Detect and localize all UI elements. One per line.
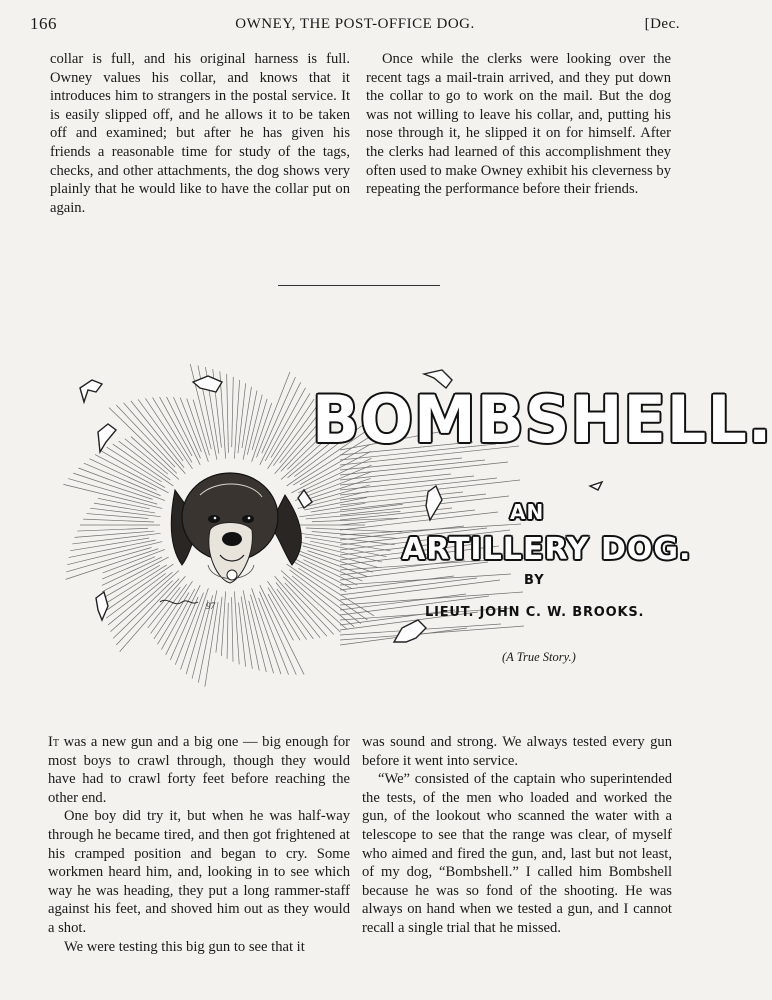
sunburst-ray bbox=[227, 603, 228, 659]
byline-label: BY bbox=[524, 573, 545, 588]
speed-line bbox=[340, 512, 498, 530]
paragraph: collar is full, and his original harness is full. Owney values his collar, and knows that it introduces him to strangers in the postal service. It is easily slipped off, and he allows it to be taken off and examined; but after he has given his friends a reasonable time for study of the tags, checks, and other attachments, the dog shows very plainly that he would like to have the collar put on again. bbox=[50, 51, 350, 216]
bottom-right-column bbox=[362, 733, 672, 938]
sunburst-ray bbox=[242, 387, 251, 448]
story-subtitle: ARTILLERY DOG. bbox=[402, 532, 692, 567]
speed-line bbox=[340, 496, 509, 515]
author-name: LIEUT. JOHN C. W. BROOKS. bbox=[425, 605, 645, 620]
sunburst-ray bbox=[103, 549, 165, 572]
bottom-left-column bbox=[48, 733, 350, 956]
drop-lead: It bbox=[48, 734, 59, 750]
sunburst-ray bbox=[268, 399, 315, 469]
running-month: [Dec. bbox=[644, 16, 680, 32]
section-divider bbox=[278, 285, 440, 286]
story-subtitle-an: AN bbox=[510, 500, 545, 524]
sunburst-ray bbox=[260, 585, 304, 674]
sunburst-ray bbox=[68, 479, 157, 505]
top-left-column bbox=[50, 50, 350, 217]
sunburst-ray bbox=[260, 382, 301, 465]
sunburst-ray bbox=[238, 383, 246, 453]
sunburst-ray bbox=[221, 591, 225, 655]
sunburst-ray bbox=[105, 564, 174, 611]
story-tagline: (A True Story.) bbox=[502, 650, 576, 664]
sunburst-ray bbox=[311, 503, 365, 512]
paragraph: was sound and strong. We always tested every gun before it went into service. bbox=[362, 734, 672, 769]
sunburst-ray bbox=[259, 598, 289, 675]
sunburst-ray bbox=[268, 581, 307, 640]
sunburst-ray bbox=[180, 398, 201, 452]
sunburst-ray bbox=[227, 374, 229, 453]
running-title: OWNEY, THE POST-OFFICE DOG. bbox=[235, 16, 475, 32]
sunburst-ray bbox=[109, 408, 177, 474]
sunburst-ray bbox=[73, 473, 152, 499]
top-right-column bbox=[366, 50, 671, 199]
sunburst-ray bbox=[234, 591, 239, 664]
sunburst-ray bbox=[186, 600, 208, 674]
sunburst-ray bbox=[275, 576, 327, 636]
sunburst-ray bbox=[290, 570, 361, 624]
sunburst-ray bbox=[131, 401, 184, 468]
speed-line bbox=[340, 494, 486, 510]
sunburst-ray bbox=[205, 602, 218, 687]
speed-line bbox=[340, 462, 508, 480]
paragraph bbox=[48, 733, 350, 807]
paragraph-text: was a new gun and a big one — big enough for most boys to crawl through, though they would have had to crawl forty feet before reaching the other end. bbox=[48, 734, 350, 806]
sunburst-ray bbox=[70, 538, 149, 551]
sunburst-ray bbox=[113, 581, 172, 639]
sunburst-ray bbox=[77, 528, 148, 531]
sunburst-ray bbox=[75, 531, 155, 537]
paragraph: We were testing this big gun to see that it bbox=[64, 938, 305, 955]
paragraph: One boy did try it, but when he was half-way through he became tired, and then got frightened at his cramped position and began to cry. Some workmen heard him, and, looking in to see which way he was heading, they put a long rammer-staff against his feet, and shoved him out as they would a shot. bbox=[48, 808, 350, 936]
sunburst-ray bbox=[265, 388, 305, 461]
artist-signature-date: 97 bbox=[206, 601, 215, 611]
sunburst-ray bbox=[283, 577, 340, 633]
sunburst-ray bbox=[63, 484, 162, 508]
sunburst-ray bbox=[84, 463, 161, 495]
story-title: BOMBSHELL. bbox=[312, 381, 772, 458]
sunburst-ray bbox=[116, 405, 175, 467]
sunburst-ray bbox=[232, 377, 234, 447]
sunburst-ray bbox=[170, 597, 198, 660]
sunburst-ray bbox=[247, 395, 262, 455]
sunburst-ray bbox=[83, 519, 154, 522]
sunburst-ray bbox=[120, 576, 186, 651]
sunburst-ray bbox=[119, 441, 171, 480]
sunburst-ray bbox=[239, 602, 246, 666]
speed-line bbox=[340, 580, 500, 600]
sunburst-ray bbox=[216, 597, 222, 653]
sunburst-ray bbox=[148, 587, 181, 628]
sunburst-ray bbox=[67, 542, 162, 565]
page-number: 166 bbox=[30, 14, 57, 33]
paragraph: Once while the clerks were looking over the recent tags a mail-train arrived, and they put down the collar to go to work on the mail. But the dog was not willing to leave his collar, and, putting his nose through it, he slipped it on for himself. After the clerks had learned of this accomplishment they often used to make Owney exhibit his cleverness by repeating the performance before their friends. bbox=[366, 51, 671, 198]
sunburst-ray bbox=[281, 571, 347, 630]
speed-line bbox=[340, 474, 451, 485]
sunburst-ray bbox=[307, 551, 372, 573]
speed-line bbox=[340, 460, 485, 475]
sunburst-ray bbox=[145, 398, 192, 469]
sunburst-ray bbox=[232, 597, 233, 662]
paragraph: “We” consisted of the captain who superintended the tests, of the men who loaded and worked the gun, of the lookout who scanned the water with a telescope to see that the range was clear, of myself who aimed and fired the gun, and, last but not least, of my dog, “Bombshell.” I called him Bombshell because he was so fond of the shooting. He was always on hand when we tested a gun, and I cannot recall a single trial that he missed. bbox=[362, 771, 672, 936]
running-head bbox=[30, 14, 680, 36]
dog-head-icon bbox=[171, 473, 301, 583]
